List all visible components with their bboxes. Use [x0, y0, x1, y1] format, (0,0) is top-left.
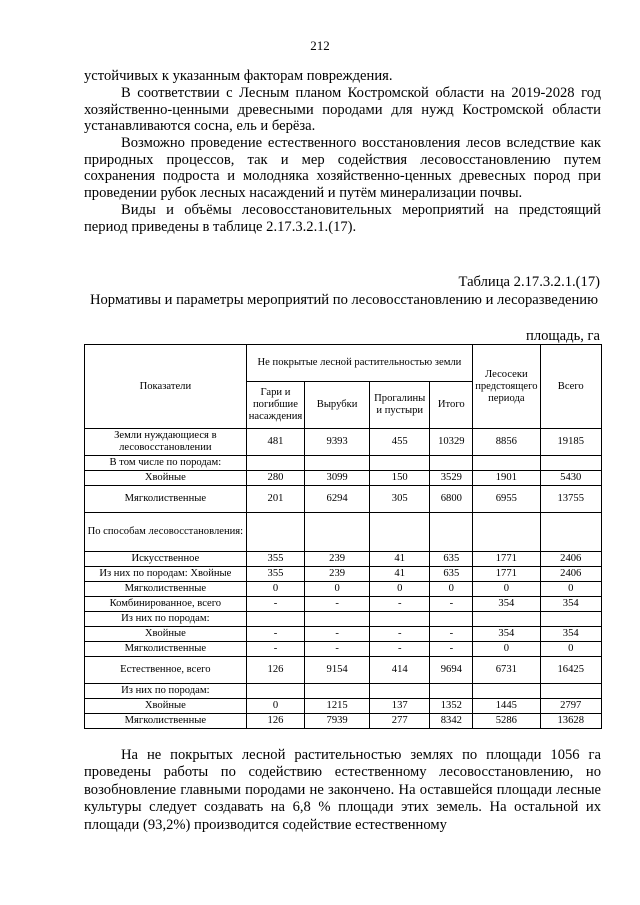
table-row — [85, 627, 602, 642]
page-number: 212 — [310, 38, 330, 53]
table-cell: 6955 — [473, 486, 540, 513]
table-row — [85, 429, 602, 456]
table-cell: 455 — [369, 429, 429, 456]
table-cell: - — [246, 597, 305, 612]
row-label: Из них по породам: — [85, 684, 247, 699]
table-cell — [430, 684, 473, 699]
table-cell: 0 — [540, 582, 602, 597]
table-cell: 6294 — [305, 486, 370, 513]
table-cell — [305, 513, 370, 552]
table-cell: 5430 — [540, 471, 602, 486]
table-cell: 239 — [305, 567, 370, 582]
table-cell: 280 — [246, 471, 305, 486]
table-cell — [369, 684, 429, 699]
table-cell — [369, 456, 429, 471]
table-cell: 126 — [246, 714, 305, 729]
table-cell — [473, 684, 540, 699]
row-label: Мягколиственные — [85, 642, 247, 657]
table-header-row — [85, 345, 602, 382]
table-cell: 9694 — [430, 657, 473, 684]
table-cell — [430, 456, 473, 471]
table-cell: 6800 — [430, 486, 473, 513]
table-cell — [540, 513, 602, 552]
table-cell: 9154 — [305, 657, 370, 684]
table-cell — [305, 612, 370, 627]
table-cell: 5286 — [473, 714, 540, 729]
table-cell — [430, 612, 473, 627]
table-cell: 1771 — [473, 552, 540, 567]
table-row — [85, 699, 602, 714]
table-cell: 9393 — [305, 429, 370, 456]
table-row — [85, 597, 602, 612]
table-cell: 0 — [369, 582, 429, 597]
table-cell: - — [430, 597, 473, 612]
table-row — [85, 513, 602, 552]
paragraph-after-table: На не покрытых лесной растительностью землях по площади 1056 га проведены работы по содействию естественному лесовосстановлению, но возобновление главными породами не закончено. На оставшейся площади лесные культуры следует создавать на 6,8 % площади этих земель. На остальной их площади (93,2%) производится содействие естественному — [84, 747, 601, 833]
row-label: Хвойные — [85, 471, 247, 486]
table-cell — [540, 612, 602, 627]
table-row — [85, 486, 602, 513]
table-cell: 16425 — [540, 657, 602, 684]
table-title: Нормативы и параметры мероприятий по лесовосстановлению и лесоразведению — [89, 292, 599, 308]
table-cell: 0 — [473, 642, 540, 657]
table-cell: 0 — [473, 582, 540, 597]
table-row — [85, 684, 602, 699]
table-cell: 0 — [246, 699, 305, 714]
table-cell: 41 — [369, 552, 429, 567]
table-cell: 354 — [473, 597, 540, 612]
table-cell — [369, 612, 429, 627]
table-cell: 354 — [540, 627, 602, 642]
table-cell: 1771 — [473, 567, 540, 582]
table-number: Таблица 2.17.3.2.1.(17) — [458, 274, 600, 290]
table-cell: 355 — [246, 552, 305, 567]
table-cell: 8342 — [430, 714, 473, 729]
table-cell: 2406 — [540, 552, 602, 567]
row-label: Естественное, всего — [85, 657, 247, 684]
table-cell — [246, 456, 305, 471]
table-cell: - — [246, 627, 305, 642]
table-cell: - — [369, 597, 429, 612]
table-cell: 137 — [369, 699, 429, 714]
table-cell: 354 — [473, 627, 540, 642]
table-cell: 13755 — [540, 486, 602, 513]
table-cell: 0 — [430, 582, 473, 597]
table-cell — [540, 456, 602, 471]
table-row — [85, 612, 602, 627]
table-cell: 126 — [246, 657, 305, 684]
table-row — [85, 567, 602, 582]
table-cell — [246, 513, 305, 552]
table-cell: 1352 — [430, 699, 473, 714]
table-cell — [246, 612, 305, 627]
header-cutting-areas: Лесосеки предстоящего периода — [473, 345, 540, 429]
table-cell: - — [305, 597, 370, 612]
table-cell: 355 — [246, 567, 305, 582]
table-cell: - — [246, 642, 305, 657]
table-cell: - — [305, 627, 370, 642]
table-cell — [305, 684, 370, 699]
table-cell: 10329 — [430, 429, 473, 456]
table-cell: 8856 — [473, 429, 540, 456]
table-cell: 635 — [430, 552, 473, 567]
table-cell: - — [369, 642, 429, 657]
table-row — [85, 714, 602, 729]
table-cell: 2406 — [540, 567, 602, 582]
table-cell: 150 — [369, 471, 429, 486]
row-label: Мягколиственные — [85, 714, 247, 729]
table-cell: 481 — [246, 429, 305, 456]
table-row — [85, 642, 602, 657]
table-cell: 201 — [246, 486, 305, 513]
table-cell: 3099 — [305, 471, 370, 486]
table-cell: 239 — [305, 552, 370, 567]
row-label: По способам лесовосстановления: — [85, 513, 247, 552]
table-cell — [246, 684, 305, 699]
table-cell: 354 — [540, 597, 602, 612]
row-label: Искусственное — [85, 552, 247, 567]
table-row — [85, 582, 602, 597]
table-cell: 277 — [369, 714, 429, 729]
paragraph-3: Возможно проведение естественного восстановления лесов вследствие как природных процессов, так и мер содействия лесовосстановлению путем сохранения подроста и молодняка хозяйственно-ценных древесных пород при проведении рубок лесных насаждений и путём минерализации почвы. — [84, 135, 601, 201]
header-glades: Прогалины и пустыри — [369, 382, 429, 429]
table-cell: 635 — [430, 567, 473, 582]
row-label: Из них по породам: Хвойные — [85, 567, 247, 582]
table-row — [85, 657, 602, 684]
table-cell: 41 — [369, 567, 429, 582]
header-subtotal: Итого — [430, 382, 473, 429]
table-cell: 0 — [246, 582, 305, 597]
header-group: Не покрытые лесной растительностью земли — [246, 345, 472, 382]
table-cell: 1215 — [305, 699, 370, 714]
table-cell — [473, 456, 540, 471]
table-row — [85, 471, 602, 486]
paragraph-4: Виды и объёмы лесовосстановительных мероприятий на предстоящий период приведены в таблице 2.17.3.2.1.(17). — [84, 202, 601, 235]
table-cell: - — [430, 627, 473, 642]
table-cell: 1901 — [473, 471, 540, 486]
table-cell: 1445 — [473, 699, 540, 714]
table-cell: 3529 — [430, 471, 473, 486]
paragraph-1: устойчивых к указанным факторам повреждения. — [84, 68, 393, 84]
table-cell: - — [430, 642, 473, 657]
table-cell: 13628 — [540, 714, 602, 729]
table-cell: 0 — [305, 582, 370, 597]
header-clearcuts: Вырубки — [305, 382, 370, 429]
table-cell — [540, 684, 602, 699]
data-table — [84, 344, 602, 729]
row-label: Из них по породам: — [85, 612, 247, 627]
table-row — [85, 456, 602, 471]
row-label: Мягколиственные — [85, 582, 247, 597]
table-cell: 19185 — [540, 429, 602, 456]
table-units: площадь, га — [526, 328, 600, 344]
header-total: Всего — [540, 345, 602, 429]
table-cell — [430, 513, 473, 552]
table-cell: 0 — [540, 642, 602, 657]
table-cell: 305 — [369, 486, 429, 513]
table-cell: 2797 — [540, 699, 602, 714]
table-cell: 414 — [369, 657, 429, 684]
header-indicators: Показатели — [85, 345, 247, 429]
row-label: Комбинированное, всего — [85, 597, 247, 612]
table-cell: 7939 — [305, 714, 370, 729]
table-cell — [305, 456, 370, 471]
table-body — [85, 429, 602, 729]
row-label: Хвойные — [85, 699, 247, 714]
row-label: Мягколиственные — [85, 486, 247, 513]
paragraph-2: В соответствии с Лесным планом Костромской области на 2019-2028 год хозяйственно-ценными древесными породами для нужд Костромской области устанавливаются сосна, ель и берёза. — [84, 85, 601, 135]
table-row — [85, 552, 602, 567]
row-label: Земли нуждающиеся в лесовосстановлении — [85, 429, 247, 456]
row-label: В том числе по породам: — [85, 456, 247, 471]
row-label: Хвойные — [85, 627, 247, 642]
table-cell: - — [305, 642, 370, 657]
table-cell — [369, 513, 429, 552]
table-cell: - — [369, 627, 429, 642]
table-cell — [473, 612, 540, 627]
header-burns: Гари и погибшие насаждения — [246, 382, 305, 429]
table-cell — [473, 513, 540, 552]
table-cell: 6731 — [473, 657, 540, 684]
